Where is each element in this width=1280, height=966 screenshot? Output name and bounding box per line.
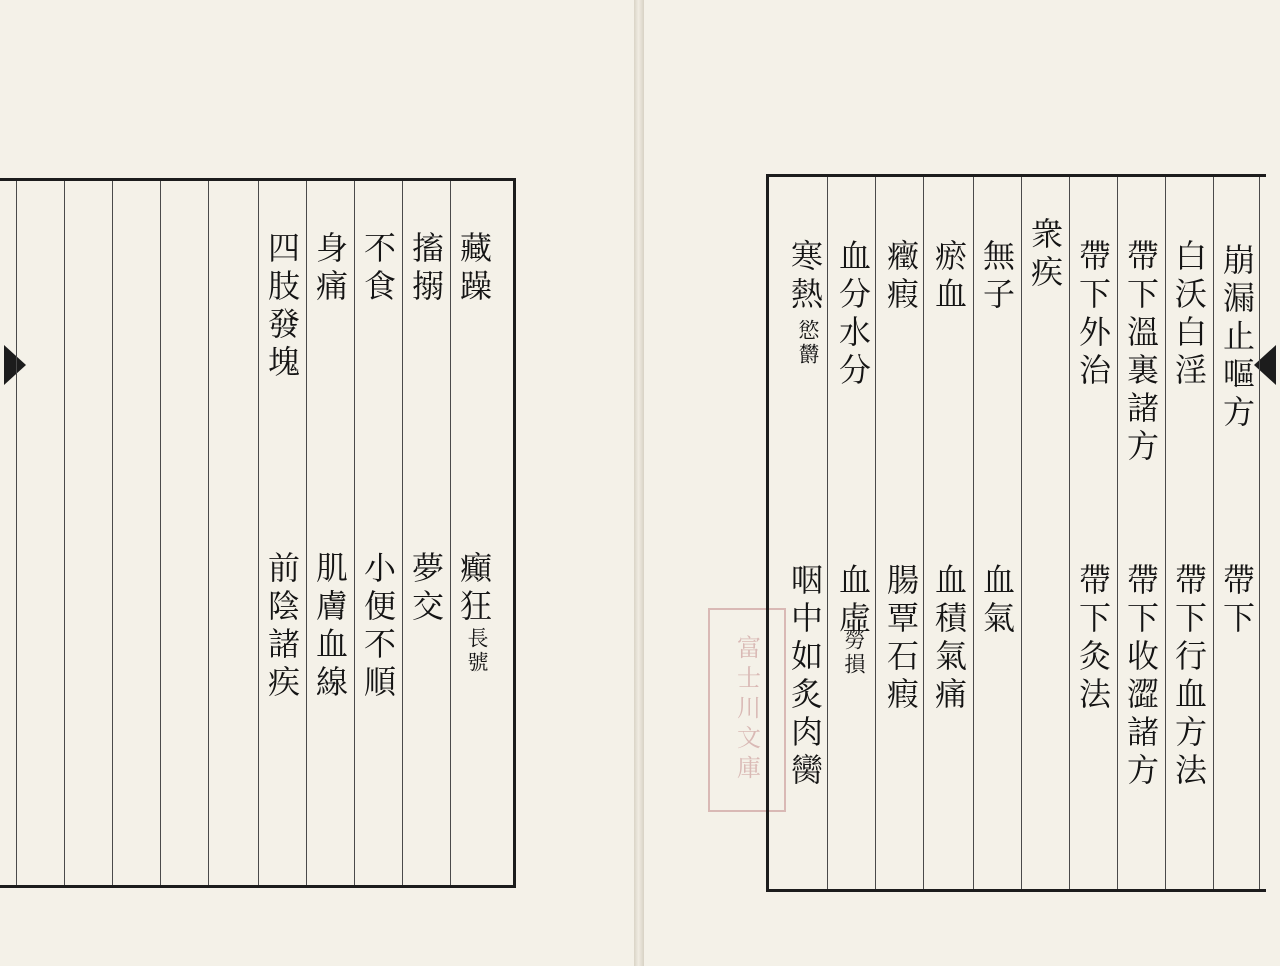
- show-through-text: [1033, 277, 1061, 563]
- toc-entry-top: 白沃白淫: [1170, 239, 1208, 391]
- toc-entry-top: 無子: [978, 239, 1016, 315]
- toc-entry-top: 瘀血: [930, 239, 968, 315]
- toc-entry-bottom: 腸覃石瘕: [882, 563, 920, 715]
- show-through-text: [222, 201, 250, 617]
- column-rule: [112, 181, 113, 885]
- show-through-text: [26, 201, 54, 617]
- toc-entry-top: 不食: [359, 231, 397, 307]
- column-rule: [306, 181, 307, 885]
- toc-entry-bottom: 前陰諸疾: [263, 551, 301, 703]
- toc-entry-note: 勞損: [842, 629, 866, 677]
- toc-entry-top: 寒熱: [786, 239, 824, 315]
- column-rule: [1117, 177, 1118, 889]
- show-through-text: [172, 201, 200, 591]
- toc-entry-bottom: 癲狂: [455, 551, 493, 627]
- toc-entry-note: 長號: [465, 627, 489, 675]
- toc-entry-top: 血分水分: [834, 239, 872, 391]
- toc-entry-bottom: 帶下: [1218, 563, 1256, 639]
- toc-entry-bottom: 血氣: [978, 563, 1016, 639]
- column-rule: [450, 181, 451, 885]
- left-column-frame: [0, 178, 516, 888]
- toc-entry-bottom: 帶下行血方法: [1170, 563, 1208, 791]
- toc-entry-top: 四肢發塊: [263, 231, 301, 383]
- column-rule: [1213, 177, 1214, 889]
- column-rule: [16, 181, 17, 885]
- column-rule: [1021, 177, 1022, 889]
- toc-entry-top: 癥瘕: [882, 239, 920, 315]
- column-rule: [402, 181, 403, 885]
- toc-entry-top: 衆疾: [1026, 217, 1064, 293]
- toc-entry-bottom: 小便不順: [359, 551, 397, 703]
- toc-entry-top: 崩漏止嘔方: [1218, 243, 1256, 433]
- column-rule: [973, 177, 974, 889]
- right-column-frame: [766, 174, 1266, 892]
- toc-entry-bottom: 帶下灸法: [1074, 563, 1112, 715]
- column-rule: [160, 181, 161, 885]
- toc-entry-top: 藏躁: [455, 231, 493, 307]
- toc-entry-top: 搐搦: [407, 231, 445, 307]
- toc-entry-bottom: 夢交: [407, 551, 445, 627]
- column-rule: [64, 181, 65, 885]
- column-rule: [827, 177, 828, 889]
- toc-entry-bottom: 血虛: [834, 563, 872, 639]
- column-rule: [923, 177, 924, 889]
- toc-entry-bottom: 肌膚血線: [311, 551, 349, 703]
- column-rule: [258, 181, 259, 885]
- toc-entry-note: 慾欝: [796, 319, 820, 367]
- column-rule: [1069, 177, 1070, 889]
- toc-entry-top: 帶下溫裏諸方: [1122, 239, 1160, 467]
- toc-entry-bottom: 咽中如炙肉臠: [786, 563, 824, 791]
- toc-entry-top: 帶下外治: [1074, 239, 1112, 391]
- column-rule: [354, 181, 355, 885]
- toc-entry-bottom: 血積氣痛: [930, 563, 968, 715]
- column-rule: [1165, 177, 1166, 889]
- bleed-through-seal: 富士川文庫: [708, 608, 786, 812]
- toc-entry-bottom: 帶下收澀諸方: [1122, 563, 1160, 791]
- column-rule: [875, 177, 876, 889]
- column-rule: [1259, 177, 1260, 889]
- toc-entry-top: 身痛: [311, 231, 349, 307]
- book-gutter: [634, 0, 644, 966]
- show-through-text: [122, 201, 150, 435]
- column-rule: [208, 181, 209, 885]
